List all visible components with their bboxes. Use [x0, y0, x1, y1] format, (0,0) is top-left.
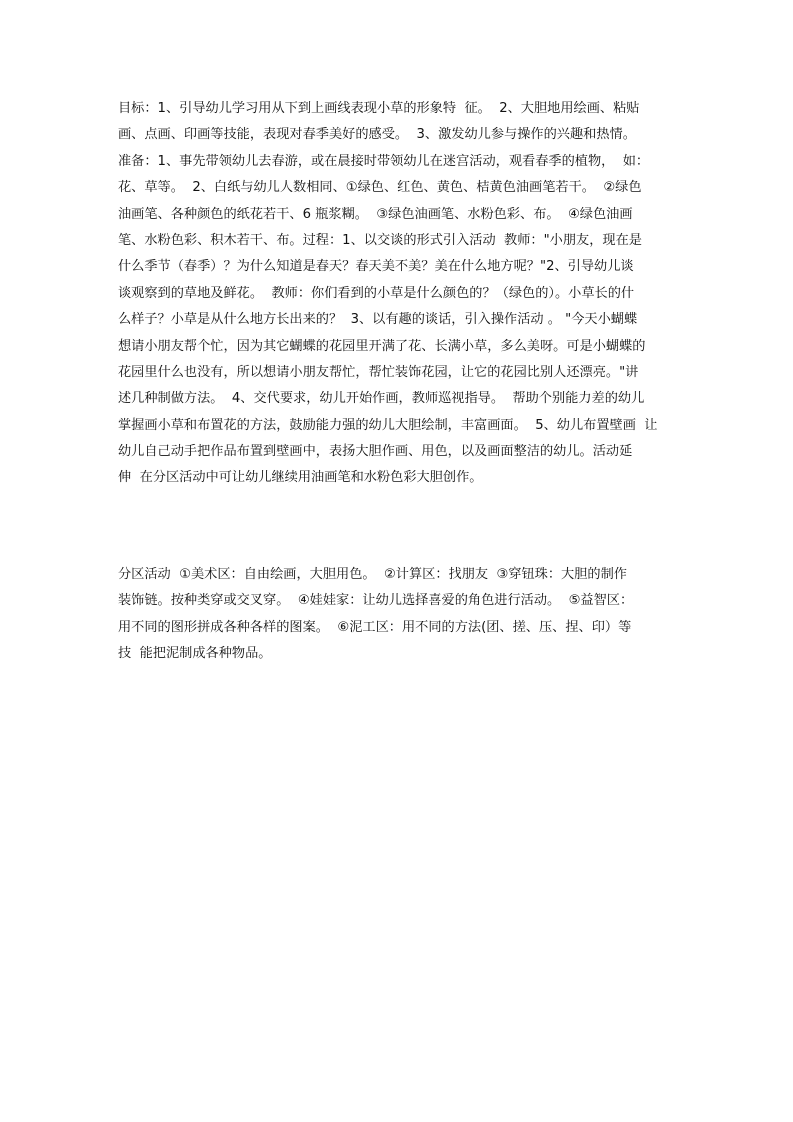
- text-line: 想请小朋友帮个忙，因为其它蝴蝶的花园里开满了花、长满小草，多么美呀。可是小蝴蝶的: [118, 338, 646, 354]
- text-line: 伸 在分区活动中可让幼儿继续用油画笔和水粉色彩大胆创作。: [118, 470, 483, 486]
- activity-areas-paragraph: [118, 562, 678, 668]
- text-line: 目标：1、引导幼儿学习用从下到上画线表现小草的形象特 征。 2、大胆地用绘画、粘贴: [118, 101, 640, 116]
- text-line: 么样子？小草是从什么地方长出来的？ 3、以有趣的谈话，引入操作活动 。 "今天小蝴蝶: [118, 312, 638, 328]
- text-line: 花园里什么也没有，所以想请小朋友帮忙，帮忙装饰花园，让它的花园比别人还漂亮。"讲: [118, 364, 639, 380]
- text-line: 述几种制做方法。 4、交代要求，幼儿开始作画，教师巡视指导。 帮助个别能力差的幼儿: [118, 391, 645, 407]
- text-line: 画、点画、印画等技能，表现对春季美好的感受。 3、激发幼儿参与操作的兴趣和热情。: [118, 127, 636, 143]
- text-line: 技 能把泥制成各种物品。: [118, 646, 272, 662]
- text-line: 准备：1、事先带领幼儿去春游，或在晨接时带领幼儿在迷宫活动，观看春季的植物， 如：: [118, 153, 650, 169]
- text-line: 什么季节（春季）？为什么知道是春天？春天美不美？美在什么地方呢？"2、引导幼儿谈: [118, 259, 634, 275]
- text-line: 装饰链。按种类穿或交叉穿。 ④娃娃家：让幼儿选择喜爱的角色进行活动。 ⑤益智区：: [118, 593, 634, 609]
- text-line: 谈观察到的草地及鲜花。 教师：你们看到的小草是什么颜色的？（绿色的）。小草长的什: [118, 285, 635, 301]
- text-line: 花、草等。 2、白纸与幼儿人数相同、①绿色、红色、黄色、桔黄色油画笔若干。 ②绿色: [118, 180, 642, 196]
- lesson-plan-paragraph: [118, 96, 678, 492]
- text-line: 笔、水粉色彩、积木若干、布。过程：1、以交谈的形式引入活动 教师："小朋友，现在是: [118, 232, 642, 248]
- text-line: 油画笔、各种颜色的纸花若干、6 瓶浆糊。 ③绿色油画笔、水粉色彩、布。 ④绿色油画: [118, 206, 633, 222]
- text-line: 用不同的图形拼成各种各样的图案。 ⑥泥工区：用不同的方法(团、搓、压、捏、印）等: [118, 619, 632, 635]
- text-line: 分区活动 ①美术区：自由绘画，大胆用色。 ②计算区：找朋友 ③穿钮珠：大胆的制作: [118, 567, 627, 582]
- text-line: 掌握画小草和布置花的方法，鼓励能力强的幼儿大胆绘制，丰富画面。 5、幼儿布置壁画 让: [118, 417, 658, 433]
- text-line: 幼儿自己动手把作品布置到壁画中，表扬大胆作画、用色，以及画面整洁的幼儿。活动延: [118, 444, 633, 460]
